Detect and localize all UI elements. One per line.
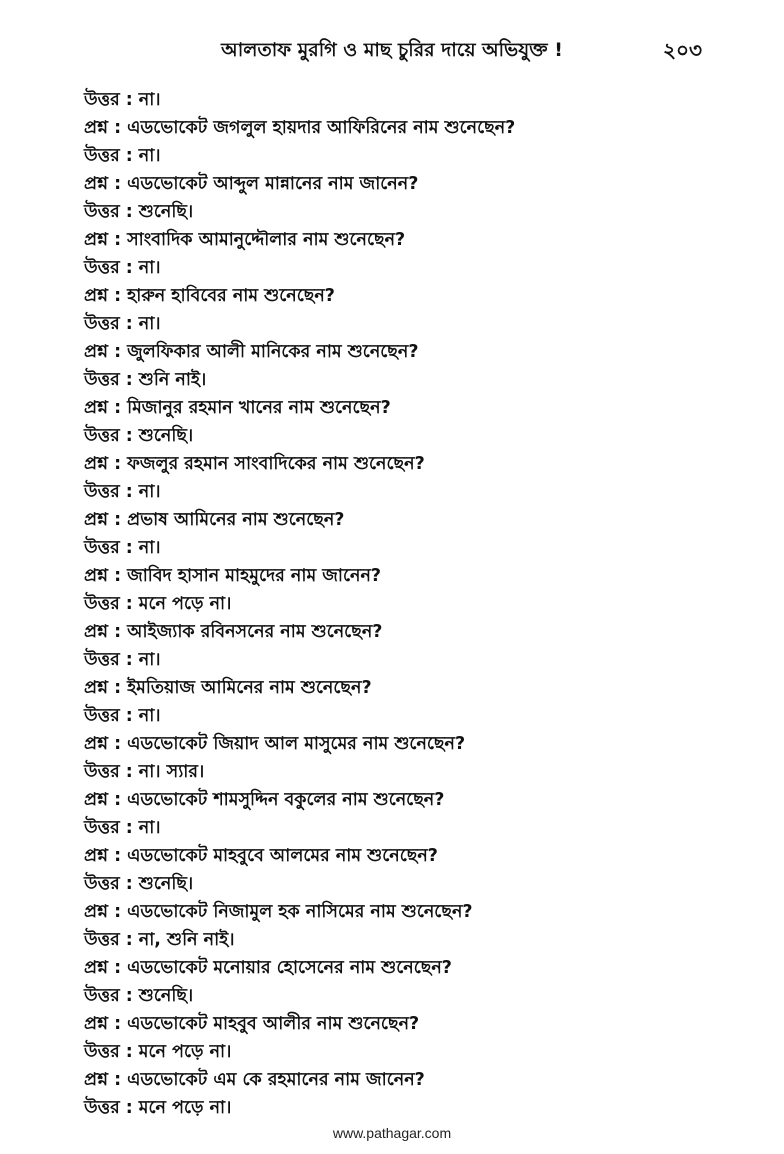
label-separator: : xyxy=(114,902,122,922)
answer-line xyxy=(84,982,724,1010)
question-text: এডভোকেট মাহবুবে আলমের নাম শুনেছেন? xyxy=(127,846,438,866)
question-line xyxy=(84,1010,724,1038)
question-text: এডভোকেট আব্দুল মান্নানের নাম জানেন? xyxy=(127,174,419,194)
label-separator: : xyxy=(114,342,122,362)
label-separator: : xyxy=(125,370,133,390)
label-separator: : xyxy=(125,258,133,278)
question-line xyxy=(84,170,724,198)
label-separator: : xyxy=(125,90,133,110)
answer-text: না। xyxy=(138,538,161,558)
answer-text: মনে পড়ে না। xyxy=(138,1042,232,1062)
question-line xyxy=(84,394,724,422)
answer-label: উত্তর xyxy=(84,482,120,502)
question-text: ইমতিয়াজ আমিনের নাম শুনেছেন? xyxy=(127,678,372,698)
question-label: প্রশ্ন xyxy=(84,174,109,194)
footer-website: www.pathagar.com xyxy=(332,1125,452,1141)
answer-text: না। xyxy=(138,146,161,166)
label-separator: : xyxy=(125,314,133,334)
question-text: ফজলুর রহমান সাংবাদিকের নাম শুনেছেন? xyxy=(127,454,425,474)
answer-label: উত্তর xyxy=(84,706,120,726)
question-label: প্রশ্ন xyxy=(84,902,109,922)
label-separator: : xyxy=(114,958,122,978)
label-separator: : xyxy=(125,650,133,670)
question-line xyxy=(84,450,724,478)
label-separator: : xyxy=(125,706,133,726)
label-separator: : xyxy=(125,762,133,782)
label-separator: : xyxy=(114,510,122,530)
label-separator: : xyxy=(125,594,133,614)
answer-label: উত্তর xyxy=(84,818,120,838)
answer-text: শুনেছি। xyxy=(138,426,194,446)
question-label: প্রশ্ন xyxy=(84,398,109,418)
answer-label: উত্তর xyxy=(84,874,120,894)
question-line xyxy=(84,954,724,982)
answer-text: মনে পড়ে না। xyxy=(138,594,232,614)
answer-text: শুনেছি। xyxy=(138,874,194,894)
question-label: প্রশ্ন xyxy=(84,678,109,698)
question-label: প্রশ্ন xyxy=(84,846,109,866)
question-label: প্রশ্ন xyxy=(84,286,109,306)
question-text: জুলফিকার আলী মানিকের নাম শুনেছেন? xyxy=(127,342,419,362)
answer-label: উত্তর xyxy=(84,146,120,166)
label-separator: : xyxy=(114,678,122,698)
answer-text: না। xyxy=(138,650,161,670)
question-label: প্রশ্ন xyxy=(84,454,109,474)
answer-line xyxy=(84,814,724,842)
label-separator: : xyxy=(114,566,122,586)
question-label: প্রশ্ন xyxy=(84,734,109,754)
question-line xyxy=(84,674,724,702)
answer-label: উত্তর xyxy=(84,1098,120,1118)
answer-label: উত্তর xyxy=(84,930,120,950)
answer-line xyxy=(84,86,724,114)
answer-label: উত্তর xyxy=(84,202,120,222)
label-separator: : xyxy=(125,1098,133,1118)
answer-text: না। স্যার। xyxy=(138,762,205,782)
answer-label: উত্তর xyxy=(84,426,120,446)
label-separator: : xyxy=(125,538,133,558)
answer-line xyxy=(84,646,724,674)
label-separator: : xyxy=(114,790,122,810)
answer-text: শুনি নাই। xyxy=(138,370,207,390)
answer-line xyxy=(84,310,724,338)
answer-label: উত্তর xyxy=(84,90,120,110)
label-separator: : xyxy=(114,118,122,138)
answer-text: না। xyxy=(138,314,161,334)
question-line xyxy=(84,1066,724,1094)
question-text: এডভোকেট এম কে রহমানের নাম জানেন? xyxy=(127,1070,425,1090)
answer-text: শুনেছি। xyxy=(138,986,194,1006)
question-label: প্রশ্ন xyxy=(84,566,109,586)
question-label: প্রশ্ন xyxy=(84,1070,109,1090)
answer-text: না। xyxy=(138,706,161,726)
answer-line xyxy=(84,926,724,954)
answer-line xyxy=(84,478,724,506)
question-text: এডভোকেট মাহবুব আলীর নাম শুনেছেন? xyxy=(127,1014,420,1034)
question-line xyxy=(84,842,724,870)
answer-label: উত্তর xyxy=(84,762,120,782)
question-text: এডভোকেট মনোয়ার হোসেনের নাম শুনেছেন? xyxy=(127,958,452,978)
question-text: এডভোকেট জগলুল হায়দার আফিরিনের নাম শুনেছেন? xyxy=(127,118,516,138)
question-label: প্রশ্ন xyxy=(84,790,109,810)
question-line xyxy=(84,338,724,366)
label-separator: : xyxy=(125,482,133,502)
answer-line xyxy=(84,422,724,450)
label-separator: : xyxy=(114,622,122,642)
label-separator: : xyxy=(125,930,133,950)
question-line xyxy=(84,898,724,926)
question-label: প্রশ্ন xyxy=(84,622,109,642)
label-separator: : xyxy=(114,230,122,250)
question-text: হারুন হাবিবের নাম শুনেছেন? xyxy=(127,286,335,306)
question-text: জাবিদ হাসান মাহমুদের নাম জানেন? xyxy=(127,566,382,586)
question-text: আইজ্যাক রবিনসনের নাম শুনেছেন? xyxy=(127,622,383,642)
label-separator: : xyxy=(114,734,122,754)
answer-label: উত্তর xyxy=(84,650,120,670)
answer-text: মনে পড়ে না। xyxy=(138,1098,232,1118)
answer-label: উত্তর xyxy=(84,594,120,614)
answer-label: উত্তর xyxy=(84,986,120,1006)
question-line xyxy=(84,282,724,310)
answer-text: না। xyxy=(138,482,161,502)
question-text: এডভোকেট জিয়াদ আল মাসুমের নাম শুনেছেন? xyxy=(127,734,466,754)
label-separator: : xyxy=(125,874,133,894)
answer-label: উত্তর xyxy=(84,258,120,278)
question-answer-list xyxy=(84,86,724,1122)
answer-label: উত্তর xyxy=(84,370,120,390)
question-text: এডভোকেট শামসুদ্দিন বকুলের নাম শুনেছেন? xyxy=(127,790,445,810)
question-label: প্রশ্ন xyxy=(84,958,109,978)
page-number: ২০৩ xyxy=(662,38,702,62)
label-separator: : xyxy=(114,1070,122,1090)
answer-line xyxy=(84,534,724,562)
answer-line xyxy=(84,590,724,618)
label-separator: : xyxy=(114,846,122,866)
answer-label: উত্তর xyxy=(84,1042,120,1062)
answer-label: উত্তর xyxy=(84,314,120,334)
label-separator: : xyxy=(125,426,133,446)
question-text: প্রভাষ আমিনের নাম শুনেছেন? xyxy=(127,510,345,530)
label-separator: : xyxy=(114,398,122,418)
question-line xyxy=(84,786,724,814)
answer-text: না। xyxy=(138,90,161,110)
label-separator: : xyxy=(114,286,122,306)
question-label: প্রশ্ন xyxy=(84,342,109,362)
label-separator: : xyxy=(125,986,133,1006)
answer-text: শুনেছি। xyxy=(138,202,194,222)
answer-line xyxy=(84,254,724,282)
question-line xyxy=(84,562,724,590)
answer-line xyxy=(84,366,724,394)
answer-line xyxy=(84,702,724,730)
question-text: মিজানুর রহমান খানের নাম শুনেছেন? xyxy=(127,398,391,418)
answer-line xyxy=(84,142,724,170)
page-header xyxy=(0,34,784,66)
question-text: এডভোকেট নিজামুল হক নাসিমের নাম শুনেছেন? xyxy=(127,902,473,922)
question-label: প্রশ্ন xyxy=(84,1014,109,1034)
question-line xyxy=(84,618,724,646)
question-label: প্রশ্ন xyxy=(84,118,109,138)
answer-text: না। xyxy=(138,818,161,838)
answer-text: না, শুনি নাই। xyxy=(138,930,235,950)
answer-text: না। xyxy=(138,258,161,278)
answer-label: উত্তর xyxy=(84,538,120,558)
answer-line xyxy=(84,1094,724,1122)
label-separator: : xyxy=(114,174,122,194)
answer-line xyxy=(84,870,724,898)
label-separator: : xyxy=(114,454,122,474)
label-separator: : xyxy=(125,146,133,166)
question-label: প্রশ্ন xyxy=(84,510,109,530)
question-line xyxy=(84,730,724,758)
question-text: সাংবাদিক আমানুদ্দৌলার নাম শুনেছেন? xyxy=(127,230,406,250)
question-line xyxy=(84,506,724,534)
label-separator: : xyxy=(125,1042,133,1062)
label-separator: : xyxy=(114,1014,122,1034)
answer-line xyxy=(84,758,724,786)
running-title: আলতাফ মুরগি ও মাছ চুরির দায়ে অভিযুক্ত ! xyxy=(221,39,563,61)
question-label: প্রশ্ন xyxy=(84,230,109,250)
label-separator: : xyxy=(125,202,133,222)
answer-line xyxy=(84,198,724,226)
question-line xyxy=(84,226,724,254)
question-line xyxy=(84,114,724,142)
answer-line xyxy=(84,1038,724,1066)
label-separator: : xyxy=(125,818,133,838)
